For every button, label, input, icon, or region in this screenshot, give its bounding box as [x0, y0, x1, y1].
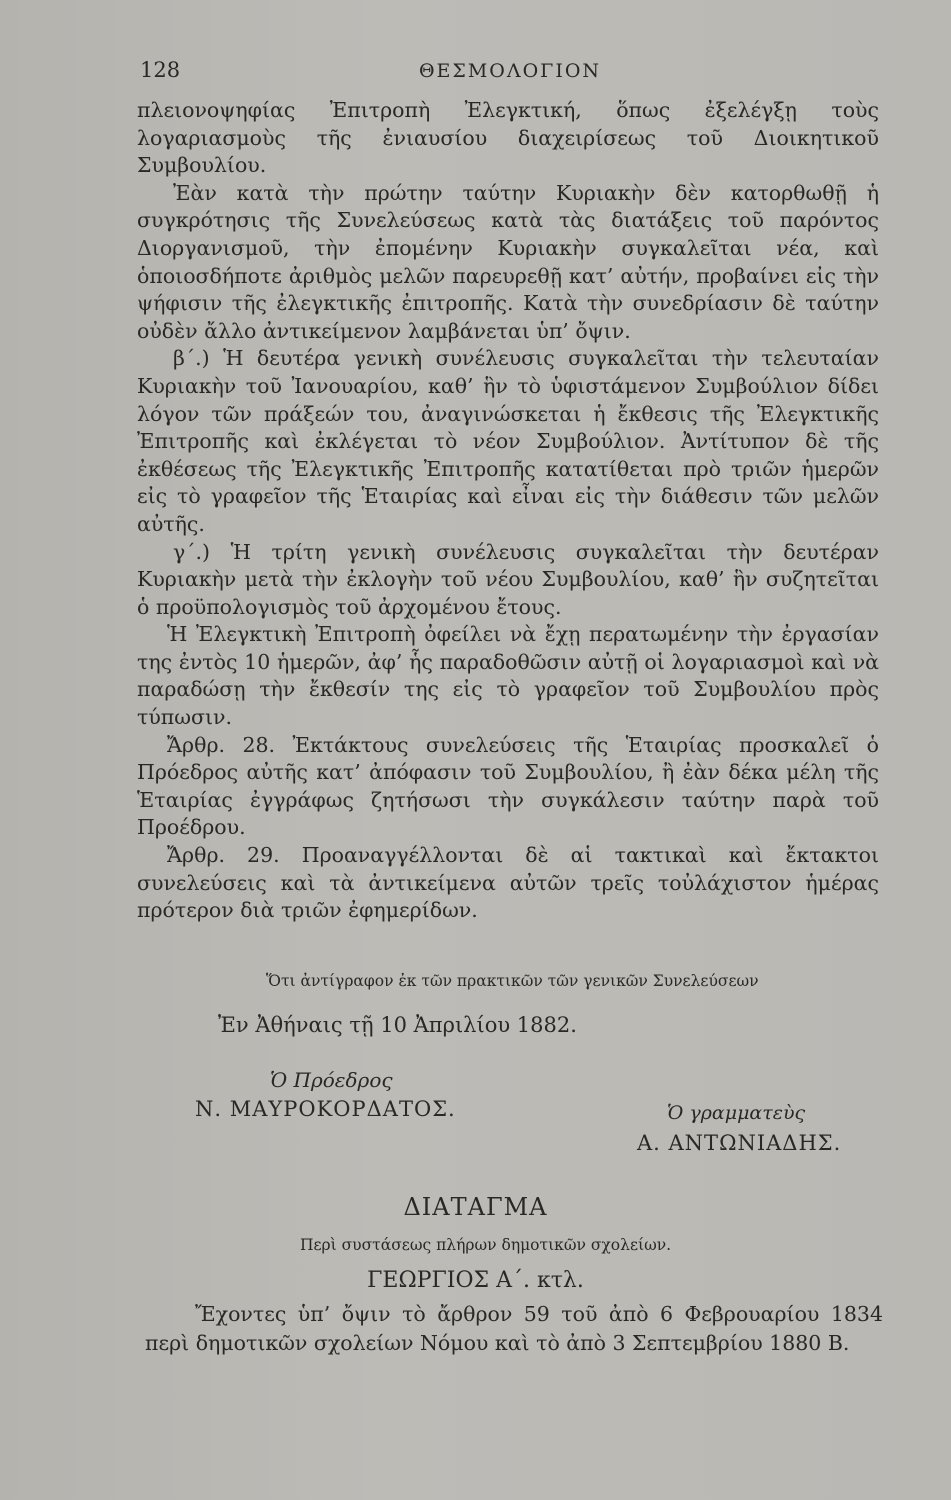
decree-king-line: ΓΕΩΡΓΙΟΣ Α΄. κτλ.: [367, 1268, 584, 1293]
decree-title: ΔΙΑΤΑΓΜΑ: [403, 1193, 548, 1221]
decree-body: [145, 1300, 883, 1358]
page-header: [140, 58, 880, 92]
paragraph-audit-committee: Ἡ Ἐλεγκτικὴ Ἐπιτροπὴ ὀφείλει νὰ ἔχῃ περατωμένην τὴν ἐργασίαν της ἐντὸς 10 ἡμερῶν, ἀφ’ ἧς παραδοθῶσιν αὐτῇ οἱ λογαριασμοὶ καὶ νὰ παραδώσῃ τὴν ἔκθεσίν της εἰς τὸ γραφεῖον τοῦ Συμβουλίου πρὸς τύπωσιν.: [137, 622, 879, 730]
running-title: ΘΕΣΜΟΛΟΓΙΟΝ: [418, 60, 602, 82]
president-name: Ν. ΜΑΥΡΟΚΟΡΔΑΤΟΣ.: [195, 1097, 456, 1121]
secretary-name: Α. ΑΝΤΩΝΙΑΔΗΣ.: [637, 1131, 842, 1155]
article-29: Ἄρθρ. 29. Προαναγγέλλονται δὲ αἱ τακτικαὶ καὶ ἔκτακτοι συνελεύσεις καὶ τὰ ἀντικείμενα αὐτῶν τρεῖς τοὐλάχιστον ἡμέρας πρότερον διὰ τριῶν ἐφημερίδων.: [137, 843, 879, 923]
certification-note: Ὅτι ἀντίγραφον ἐκ τῶν πρακτικῶν τῶν γενικῶν Συνελεύσεων: [266, 972, 759, 990]
article-body: [137, 97, 879, 925]
president-role: Ὁ Πρόεδρος: [270, 1068, 393, 1092]
page-number: 128: [140, 58, 181, 82]
paragraph-third-assembly: γ΄.) Ἡ τρίτη γενικὴ συνέλευσις συγκαλεῖται τὴν δευτέραν Κυριακὴν μετὰ τὴν ἐκλογὴν τοῦ νέου Συμβουλίου, καθ’ ἣν συζητεῖται ὁ προϋπολογισμὸς τοῦ ἀρχομένου ἔτους.: [137, 539, 879, 619]
article-28: Ἄρθρ. 28. Ἐκτάκτους συνελεύσεις τῆς Ἑταιρίας προσκαλεῖ ὁ Πρόεδρος αὐτῆς κατ’ ἀπόφασιν τοῦ Συμβουλίου, ἢ ἐὰν δέκα μέλη τῆς Ἑταιρίας ἐγγράφως ζητήσωσι τὴν συγκάλεσιν ταύτην παρὰ τοῦ Προέδρου.: [137, 732, 879, 840]
decree-subtitle: Περὶ συστάσεως πλήρων δημοτικῶν σχολείων.: [299, 1236, 672, 1254]
secretary-role: Ὁ γραμματεὺς: [667, 1102, 806, 1124]
decree-opening: Ἔχοντες ὑπ’ ὄψιν τὸ ἄρθρον 59 τοῦ ἀπὸ 6 Φεβρουαρίου 1834 περὶ δημοτικῶν σχολείων Νόμου καὶ τὸ ἀπὸ 3 Σεπτεμβρίου 1880 Β.: [145, 1302, 883, 1355]
place-date: Ἐν Ἀθήναις τῇ 10 Ἀπριλίου 1882.: [218, 1013, 577, 1037]
paragraph-quorum: Ἐὰν κατὰ τὴν πρώτην ταύτην Κυριακὴν δὲν κατορθωθῇ ἡ συγκρότησις τῆς Συνελεύσεως κατὰ τὰς διατάξεις τοῦ παρόντος Διοργανισμοῦ, τὴν ἐπομένην Κυριακὴν συγκαλεῖται νέα, καὶ ὁποιοσδήποτε ἀριθμὸς μελῶν παρευρεθῇ κατ’ αὐτήν, προβαίνει εἰς τὴν ψήφισιν τῆς ἐλεγκτικῆς ἐπιτροπῆς. Κατὰ τὴν συνεδρίασιν δὲ ταύτην οὐδὲν ἄλλο ἀντικείμενον λαμβάνεται ὑπ’ ὄψιν.: [137, 180, 879, 343]
paragraph-second-assembly: β΄.) Ἡ δευτέρα γενικὴ συνέλευσις συγκαλεῖται τὴν τελευταίαν Κυριακὴν τοῦ Ἰανουαρίου, καθ’ ἣν τὸ ὑφιστάμενον Συμβούλιον δίδει λόγον τῶν πράξεών του, ἀναγινώσκεται ἡ ἔκθεσις τῆς Ἐλεγκτικῆς Ἐπιτροπῆς καὶ ἐκλέγεται τὸ νέον Συμβούλιον. Ἀντίτυπον δὲ τῆς ἐκθέσεως τῆς Ἐλεγκτικῆς Ἐπιτροπῆς κατατίθεται πρὸ τριῶν ἡμερῶν εἰς τὸ γραφεῖον τῆς Ἑταιρίας καὶ εἶναι εἰς τὴν διάθεσιν τῶν μελῶν αὐτῆς.: [137, 346, 879, 536]
paragraph-continuation: πλειονοψηφίας Ἐπιτροπὴ Ἐλεγκτική, ὅπως ἐξελέγξῃ τοὺς λογαριασμοὺς τῆς ἐνιαυσίου διαχειρίσεως τοῦ Διοικητικοῦ Συμβουλίου.: [137, 98, 879, 178]
